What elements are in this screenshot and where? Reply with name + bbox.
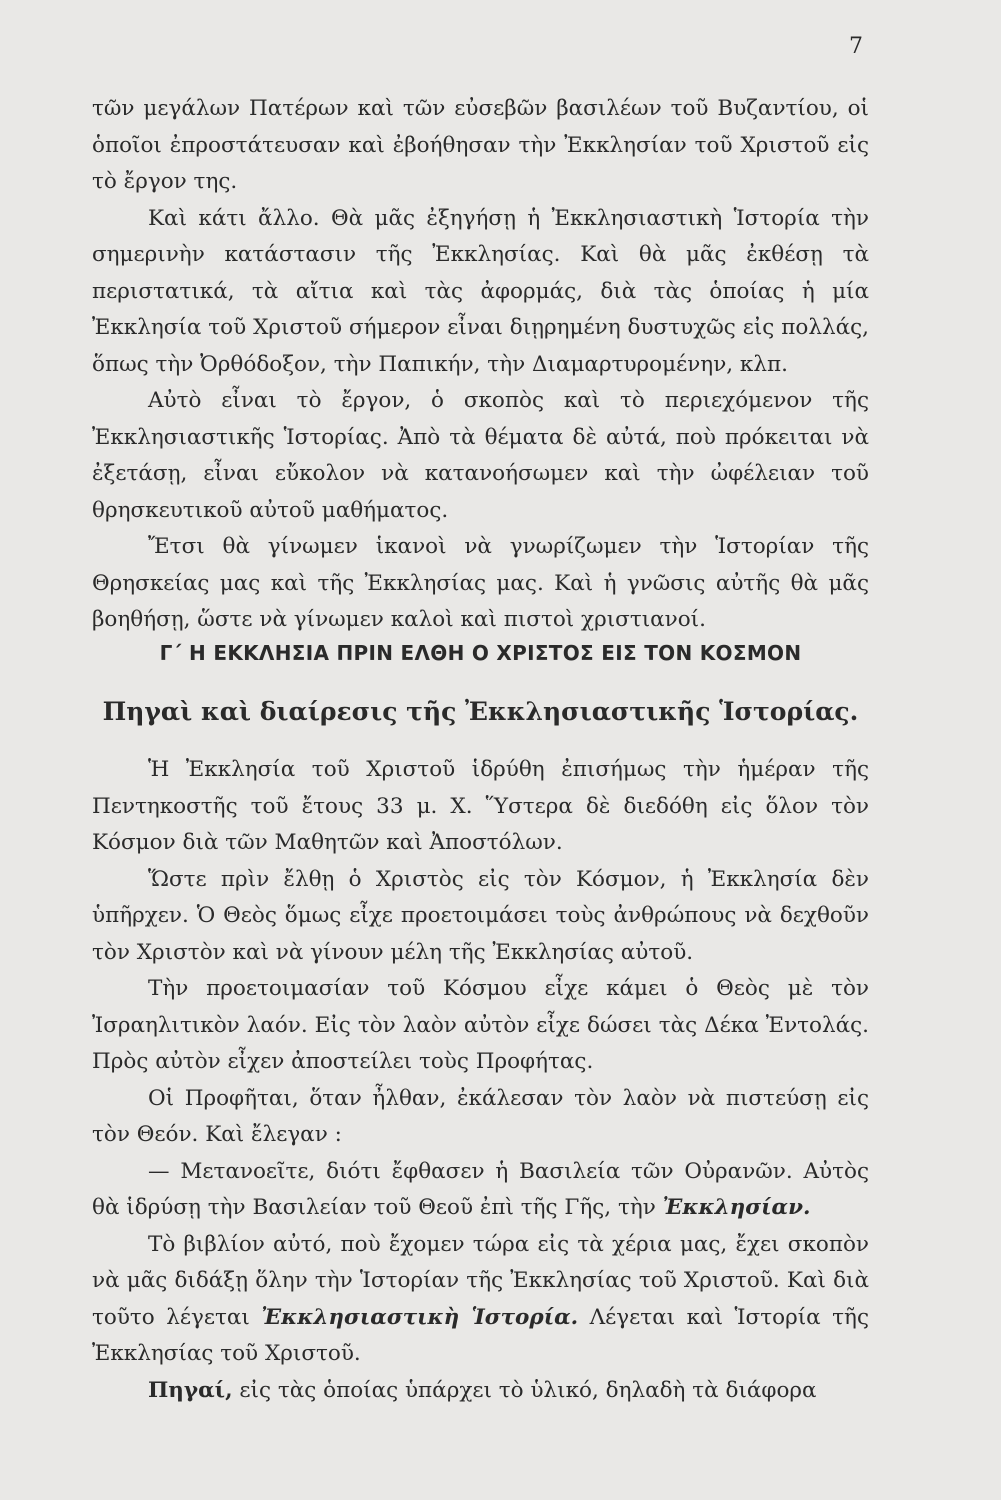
section-paragraph-4: Οἱ Προφῆται, ὅταν ἦλθαν, ἐκάλεσαν τὸν λαὸν νὰ πιστεύσῃ εἰς τὸν Θεόν. Καὶ ἔλεγαν : xyxy=(92,1085,869,1147)
intro-paragraph-4: Ἔτσι θὰ γίνωμεν ἱκανοὶ νὰ γνωρίζωμεν τὴν Ἱστορίαν τῆς Θρησκείας μας καὶ τῆς Ἐκκλησίας μας. Καὶ ἡ γνῶσις αὐτῆς θὰ μᾶς βοηθήσῃ, ὥστε νὰ γίνωμεν καλοὶ καὶ πιστοὶ χριστιανοί. xyxy=(92,534,869,632)
section-paragraph-5 xyxy=(92,1154,869,1227)
section-paragraph-7 xyxy=(92,1373,869,1410)
paragraph-6-end: Λέγεται καὶ Ἱστορία τῆς Ἐκκλησίας τοῦ Χριστοῦ. xyxy=(92,1304,869,1366)
section-paragraph-1: Ἡ Ἐκκλησία τοῦ Χριστοῦ ἱδρύθη ἐπισήμως τὴν ἡμέραν τῆς Πεντηκοστῆς τοῦ ἔτους 33 μ. Χ. Ὕστερα δὲ διεδόθη εἰς ὅλον τὸν Κόσμον διὰ τῶν Μαθητῶν καὶ Ἀποστόλων. xyxy=(92,757,869,855)
intro-text xyxy=(92,91,869,639)
emphasis-ekklisian: Ἐκκλησίαν. xyxy=(662,1195,811,1220)
intro-paragraph-1: τῶν μεγάλων Πατέρων καὶ τῶν εὐσεβῶν βασιλέων τοῦ Βυζαντίου, οἱ ὁποῖοι ἐπροστάτευσαν καὶ ἐβοήθησαν τὴν Ἐκκλησίαν τοῦ Χριστοῦ εἰς τὸ ἔργον της. xyxy=(92,96,869,194)
emphasis-pigai: Πηγαί, xyxy=(148,1377,233,1403)
paragraph-6-start: Τὸ βιβλίον αὐτό, ποὺ ἔχομεν τώρα εἰς τὰ χέρια μας, ἔχει σκοπὸν νὰ μᾶς διδάξῃ ὅλην τὴν Ἱστορίαν τῆς Ἐκκλησίας τοῦ Χριστοῦ. Καὶ διὰ τοῦτο λέγεται xyxy=(92,1231,869,1330)
emphasis-ekklisiastiki-istoria: Ἐκκλησιαστικὴ Ἱστορία. xyxy=(261,1304,579,1330)
intro-paragraph-3: Αὐτὸ εἶναι τὸ ἔργον, ὁ σκοπὸς καὶ τὸ περιεχόμενον τῆς Ἐκκλησιαστικῆς Ἱστορίας. Ἀπὸ τὰ θέματα δὲ αὐτά, ποὺ πρόκειται νὰ ἐξετάσῃ, εἶναι εὔκολον νὰ κατανοήσωμεν καὶ τὴν ὠφέλειαν τοῦ θρησκευτικοῦ αὐτοῦ μαθήματος. xyxy=(92,388,869,523)
section-paragraph-2: Ὥστε πρὶν ἔλθῃ ὁ Χριστὸς εἰς τὸν Κόσμον, ἡ Ἐκκλησία δὲν ὑπῆρχεν. Ὁ Θεὸς ὅμως εἶχε προετοιμάσει τοὺς ἀνθρώπους νὰ δεχθοῦν τὸν Χριστὸν καὶ νὰ γίνουν μέλη τῆς Ἐκκλησίας αὐτοῦ. xyxy=(92,866,869,965)
page-number: 7 xyxy=(849,34,863,59)
paragraph-7-rest: εἰς τὰς ὁποίας ὑπάρχει τὸ ὑλικό, δηλαδὴ τὰ διάφορα xyxy=(239,1377,817,1403)
quote-text: — Μετανοεῖτε, διότι ἔφθασεν ἡ Βασιλεία τῶν Οὐρανῶν. Αὐτὸς θὰ ἱδρύσῃ τὴν Βασιλείαν τοῦ Θεοῦ ἐπὶ τῆς Γῆς, τὴν xyxy=(92,1158,869,1220)
chapter-heading: Γ΄ Η ΕΚΚΛΗΣΙΑ ΠΡΙΝ ΕΛΘΗ Ο ΧΡΙΣΤΟΣ ΕΙΣ ΤΟΝ ΚΟΣΜΟΝ xyxy=(159,641,802,665)
intro-paragraph-2: Καὶ κάτι ἄλλο. Θὰ μᾶς ἐξηγήσῃ ἡ Ἐκκλησιαστικὴ Ἱστορία τὴν σημερινὴν κατάστασιν τῆς Ἐκκλησίας. Καὶ θὰ μᾶς ἐκθέσῃ τὰ περιστατικά, τὰ αἴτια καὶ τὰς ἀφορμάς, διὰ τὰς ὁποίας ἡ μία Ἐκκλησία τοῦ Χριστοῦ σήμερον εἶναι διῃρημένη δυστυχῶς εἰς πολλάς, ὅπως τὴν Ὀρθόδοξον, τὴν Παπικήν, τὴν Διαμαρτυρομένην, κλπ. xyxy=(92,205,869,377)
section-heading: Πηγαὶ καὶ διαίρεσις τῆς Ἐκκλησιαστικῆς Ἱστορίας. xyxy=(102,697,859,726)
section-paragraph-3: Τὴν προετοιμασίαν τοῦ Κόσμου εἶχε κάμει ὁ Θεὸς μὲ τὸν Ἰσραηλιτικὸν λαόν. Εἰς τὸν λαὸν αὐτὸν εἶχε δώσει τὰς Δέκα Ἐντολάς. Πρὸς αὐτὸν εἶχεν ἀποστείλει τοὺς Προφήτας. xyxy=(92,976,869,1074)
section-paragraph-6 xyxy=(92,1227,869,1373)
section-text xyxy=(92,752,869,1409)
